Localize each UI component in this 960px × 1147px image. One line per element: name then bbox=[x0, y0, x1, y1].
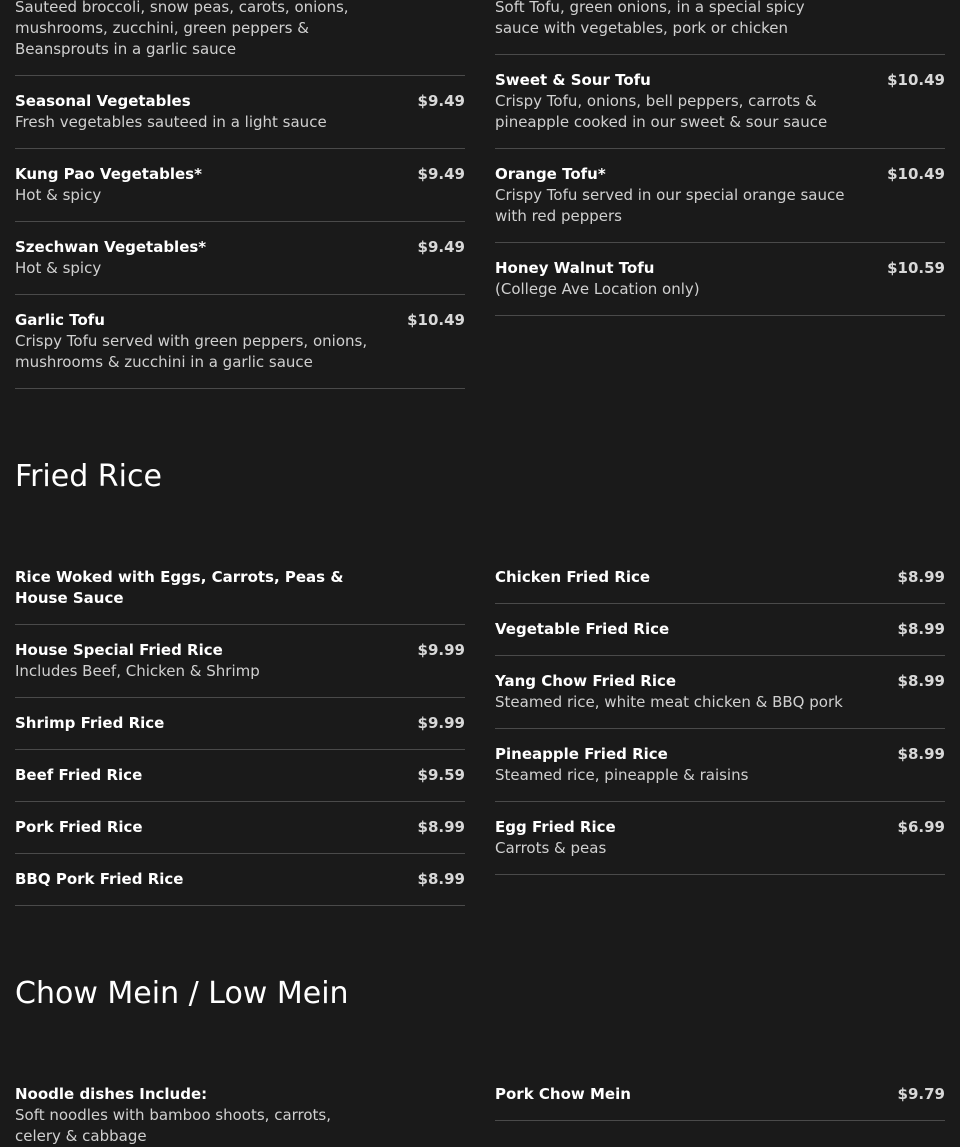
menu-item-price: $10.49 bbox=[887, 165, 945, 183]
menu-item-price: $8.99 bbox=[897, 620, 945, 638]
divider bbox=[15, 294, 465, 295]
divider bbox=[15, 624, 465, 625]
menu-item-name: Beef Fried Rice bbox=[15, 766, 143, 784]
divider bbox=[15, 853, 465, 854]
menu-item-name: Yang Chow Fried Rice bbox=[495, 672, 677, 690]
menu-item-price: $9.49 bbox=[417, 92, 465, 110]
menu-item-price: $9.79 bbox=[897, 1085, 945, 1103]
menu-item-name: Sweet & Sour Tofu bbox=[495, 71, 651, 89]
menu-item-description: Crispy Tofu served with green peppers, onions, mushrooms & zucchini in a garlic sauce bbox=[15, 332, 368, 371]
menu-item-name: Egg Fried Rice bbox=[495, 818, 616, 836]
menu-item-price: $8.99 bbox=[417, 818, 465, 836]
menu-item-description: Steamed rice, pineapple & raisins bbox=[495, 766, 749, 784]
menu-item-description: (College Ave Location only) bbox=[495, 280, 700, 298]
menu-item-name: Kung Pao Vegetables* bbox=[15, 165, 202, 183]
divider bbox=[15, 801, 465, 802]
menu-item-name: Shrimp Fried Rice bbox=[15, 714, 165, 732]
divider bbox=[495, 728, 945, 729]
menu-item-description: Crispy Tofu served in our special orange sauce with red peppers bbox=[495, 186, 845, 225]
menu-item-price: $9.99 bbox=[417, 641, 465, 659]
section-heading: Fried Rice bbox=[15, 459, 162, 494]
menu-item-description: Soft noodles with bamboo shoots, carrots, celery & cabbage bbox=[15, 1106, 332, 1145]
divider bbox=[15, 697, 465, 698]
menu-item-price: $8.99 bbox=[417, 870, 465, 888]
menu-item-name: Orange Tofu* bbox=[495, 165, 606, 183]
divider bbox=[495, 148, 945, 149]
menu-item-name: Szechwan Vegetables* bbox=[15, 238, 207, 256]
menu-item-price: $8.99 bbox=[897, 745, 945, 763]
menu-item-name: Noodle dishes Include: bbox=[15, 1085, 208, 1103]
menu-item-name: Pineapple Fried Rice bbox=[495, 745, 668, 763]
menu-item-price: $9.49 bbox=[417, 238, 465, 256]
menu-item-price: $10.59 bbox=[887, 259, 945, 277]
menu-item-price: $10.49 bbox=[887, 71, 945, 89]
divider bbox=[15, 148, 465, 149]
divider bbox=[495, 315, 945, 316]
menu-item-description: Includes Beef, Chicken & Shrimp bbox=[15, 662, 260, 680]
menu-item-price: $9.59 bbox=[417, 766, 465, 784]
menu-item-price: $10.49 bbox=[407, 311, 465, 329]
menu-item-price: $9.99 bbox=[417, 714, 465, 732]
divider bbox=[495, 655, 945, 656]
menu-item-description: Fresh vegetables sauteed in a light sauce bbox=[15, 113, 327, 131]
divider bbox=[495, 874, 945, 875]
menu-item-name: Pork Fried Rice bbox=[15, 818, 143, 836]
menu-item-name: House Special Fried Rice bbox=[15, 641, 223, 659]
menu-item-name: Pork Chow Mein bbox=[495, 1085, 631, 1103]
menu-item-name: Garlic Tofu bbox=[15, 311, 105, 329]
divider bbox=[15, 221, 465, 222]
menu-item-name: Vegetable Fried Rice bbox=[495, 620, 670, 638]
menu-item-name: Seasonal Vegetables bbox=[15, 92, 191, 110]
divider bbox=[495, 1120, 945, 1121]
divider bbox=[15, 388, 465, 389]
section-heading: Chow Mein / Low Mein bbox=[15, 976, 349, 1011]
menu-item-name: Rice Woked with Eggs, Carrots, Peas & House Sauce bbox=[15, 568, 344, 607]
menu-item-description: Steamed rice, white meat chicken & BBQ pork bbox=[495, 693, 843, 711]
menu-item-description: Soft Tofu, green onions, in a special spicy sauce with vegetables, pork or chicken bbox=[495, 0, 805, 37]
divider bbox=[15, 905, 465, 906]
menu-item-description: Crispy Tofu, onions, bell peppers, carrots & pineapple cooked in our sweet & sour sauce bbox=[495, 92, 828, 131]
divider bbox=[495, 242, 945, 243]
menu-item-price: $6.99 bbox=[897, 818, 945, 836]
menu-item-name: Honey Walnut Tofu bbox=[495, 259, 655, 277]
menu-item-price: $8.99 bbox=[897, 568, 945, 586]
divider bbox=[15, 75, 465, 76]
divider bbox=[495, 801, 945, 802]
menu-item-price: $8.99 bbox=[897, 672, 945, 690]
divider bbox=[495, 603, 945, 604]
menu-item-description: Hot & spicy bbox=[15, 259, 102, 277]
menu-item-description: Hot & spicy bbox=[15, 186, 102, 204]
menu-item-description: Sauteed broccoli, snow peas, carots, onions, mushrooms, zucchini, green peppers & Beansprouts in a garlic sauce bbox=[15, 0, 349, 58]
menu-item-name: BBQ Pork Fried Rice bbox=[15, 870, 184, 888]
menu-item-price: $9.49 bbox=[417, 165, 465, 183]
menu-item-description: Carrots & peas bbox=[495, 839, 607, 857]
divider bbox=[495, 54, 945, 55]
menu-item-name: Chicken Fried Rice bbox=[495, 568, 651, 586]
divider bbox=[15, 749, 465, 750]
